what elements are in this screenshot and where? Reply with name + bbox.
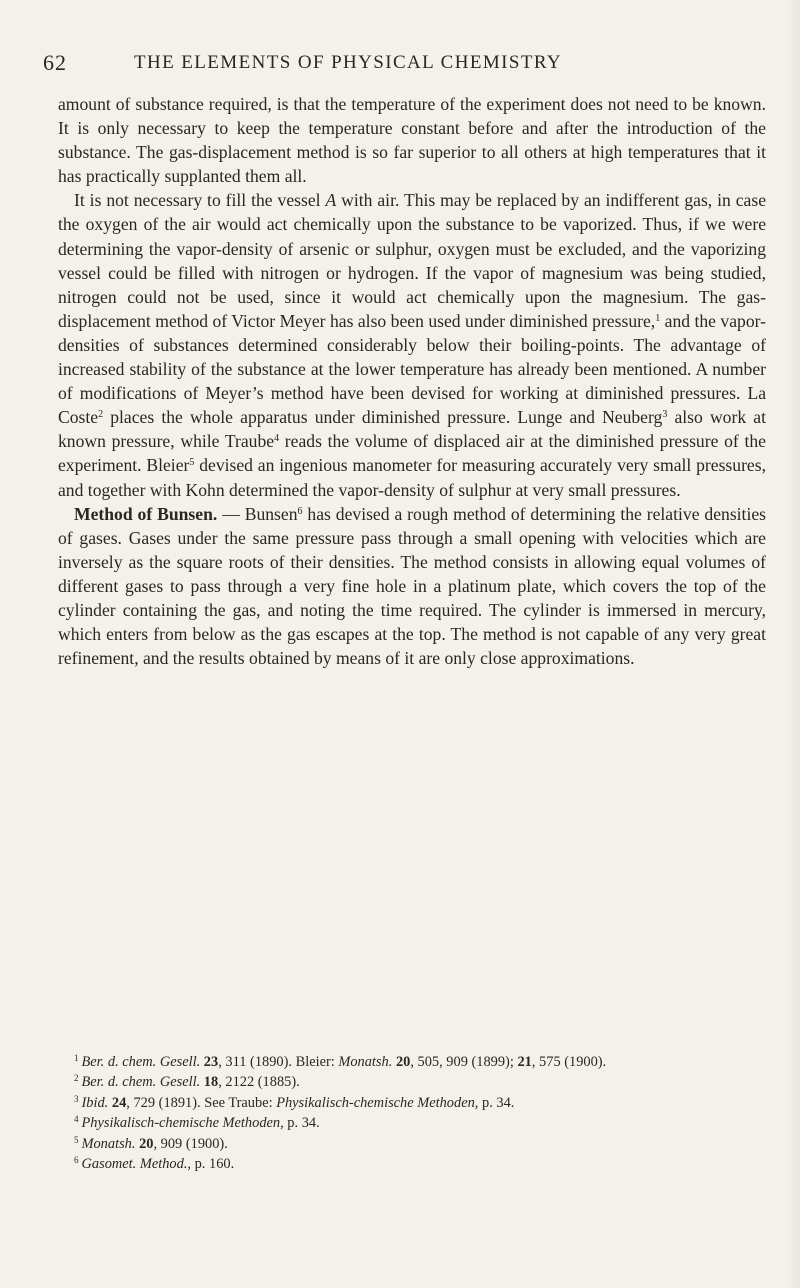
footnote-text: , 505, 909 (1899); — [410, 1054, 514, 1070]
footnote-text: , 2122 (1885). — [218, 1074, 300, 1091]
paragraph-text: and the vapor-densities of substances determined considerably below their boiling-points. The advantage of increased stability of the substance at the lower temperature has already been mentioned. A number of modifications of Meyer’s method have been devised for working at diminished pressures. La Coste — [58, 310, 766, 428]
footnote — [58, 1154, 766, 1174]
footnote-journal: Physikalisch-chemische Methoden, — [81, 1115, 284, 1132]
footnote-marker: 1 — [74, 1053, 79, 1063]
body-text — [58, 92, 766, 670]
page-header — [0, 50, 800, 80]
footnote-marker: 4 — [74, 1114, 79, 1125]
footnote-text: p. 34. — [283, 1115, 320, 1132]
paragraph-continuation — [58, 92, 766, 188]
footnote-text: , 909 (1900). — [153, 1135, 228, 1152]
footnote-ref: 4 — [274, 433, 280, 445]
paragraph-method-of-bunsen — [58, 502, 766, 671]
footnote-volume: 18 — [203, 1074, 219, 1091]
footnote-journal: Ber. d. chem. Gesell. — [81, 1054, 201, 1070]
footnote-volume: 24 — [111, 1094, 127, 1111]
footnote-marker: 6 — [74, 1155, 79, 1166]
footnote-text: , 729 (1891). See Traube: — [126, 1094, 277, 1111]
footnote-ref: 6 — [297, 505, 303, 517]
paragraph-text: — Bunsen — [217, 503, 298, 524]
paragraph-text: places the whole apparatus under diminished pressure. Lunge and Neuberg — [103, 407, 663, 428]
footnote-ref: 5 — [189, 457, 195, 469]
footnote-text: p. 34. — [482, 1094, 515, 1111]
footnote-text: , 311 (1890). Bleier: — [218, 1054, 339, 1070]
footnotes — [58, 1052, 766, 1174]
vessel-label: A — [325, 190, 337, 211]
footnote-journal: Monatsh. — [81, 1135, 136, 1152]
page-edge-shadow — [786, 0, 800, 1288]
footnote-ref: 2 — [98, 409, 104, 421]
footnote-marker: 2 — [74, 1073, 79, 1084]
footnote-volume: 21 — [517, 1054, 532, 1070]
footnote-ref: 1 — [655, 312, 661, 324]
footnote — [58, 1093, 766, 1113]
section-run-in-heading: Method of Bunsen. — [74, 503, 218, 524]
paragraph-meyer-modifications — [58, 188, 766, 501]
paragraph-text: It is not necessary to fill the vessel — [74, 190, 326, 211]
footnote — [58, 1134, 766, 1154]
footnote-journal: Monatsh. — [338, 1054, 393, 1070]
paragraph-text: has devised a rough method of determining the relative densities of gases. Gases under the same pressure pass through a small opening with velocities which are inversely as the square roots of their densities. The method consists in allowing equal volumes of different gases to pass through a very fine hole in a platinum plate, which covers the top of the cylinder containing the gas, and noting the time required. The cylinder is immersed in mercury, which enters from below as the gas escapes at the top. The method is not capable of any very great refinement, and the results obtained by means of it are only close approximations. — [58, 503, 766, 669]
footnote — [58, 1052, 766, 1072]
footnote-ref: 3 — [662, 409, 668, 421]
footnote — [58, 1113, 766, 1133]
footnote-journal: Physikalisch-chemische Methoden, — [276, 1094, 479, 1111]
footnote-volume: 20 — [395, 1054, 411, 1070]
footnote — [58, 1072, 766, 1092]
footnote-marker: 5 — [74, 1134, 79, 1145]
paragraph-text: also work at known pressure, while Traube — [58, 407, 766, 452]
footnote-text: p. 160. — [191, 1156, 235, 1173]
footnote-text: , 575 (1900). — [531, 1054, 607, 1070]
paragraph-text: devised an ingenious manometer for measuring accurately very small pressures, and together with Kohn determined the vapor-density of sulphur at very small pressures. — [58, 455, 766, 500]
footnote-journal: Ber. d. chem. Gesell. — [81, 1074, 201, 1091]
paragraph-text: reads the volume of displaced air at the diminished pressure of the experiment. Bleier — [58, 431, 766, 476]
page-number: 62 — [43, 50, 67, 75]
footnote-journal: Gasomet. Method., — [81, 1156, 192, 1173]
footnote-journal: Ibid. — [81, 1094, 109, 1111]
running-head: THE ELEMENTS OF PHYSICAL CHEMISTRY — [134, 52, 562, 73]
paragraph-text: amount of substance required, is that the temperature of the experiment does not need to be known. It is only necessary to keep the temperature constant before and after the introduction of the substance. The gas-displacement method is so far superior to all others at high temperatures that it has practically supplanted them all. — [58, 94, 766, 187]
footnote-volume: 23 — [203, 1054, 219, 1070]
footnote-volume: 20 — [139, 1135, 154, 1152]
paragraph-text: with air. This may be replaced by an indifferent gas, in case the oxygen of the air would act chemically upon the substance to be vaporized. Thus, if we were determining the vapor-density of arsenic or sulphur, oxygen must be excluded, and the vaporizing vessel could be filled with nitrogen or hydrogen. If the vapor of magnesium was being studied, nitrogen could not be used, since it would act chemically upon the magnesium. The gas-displacement method of Victor Meyer has also been used under diminished pressure, — [58, 190, 767, 331]
footnote-marker: 3 — [74, 1093, 79, 1104]
